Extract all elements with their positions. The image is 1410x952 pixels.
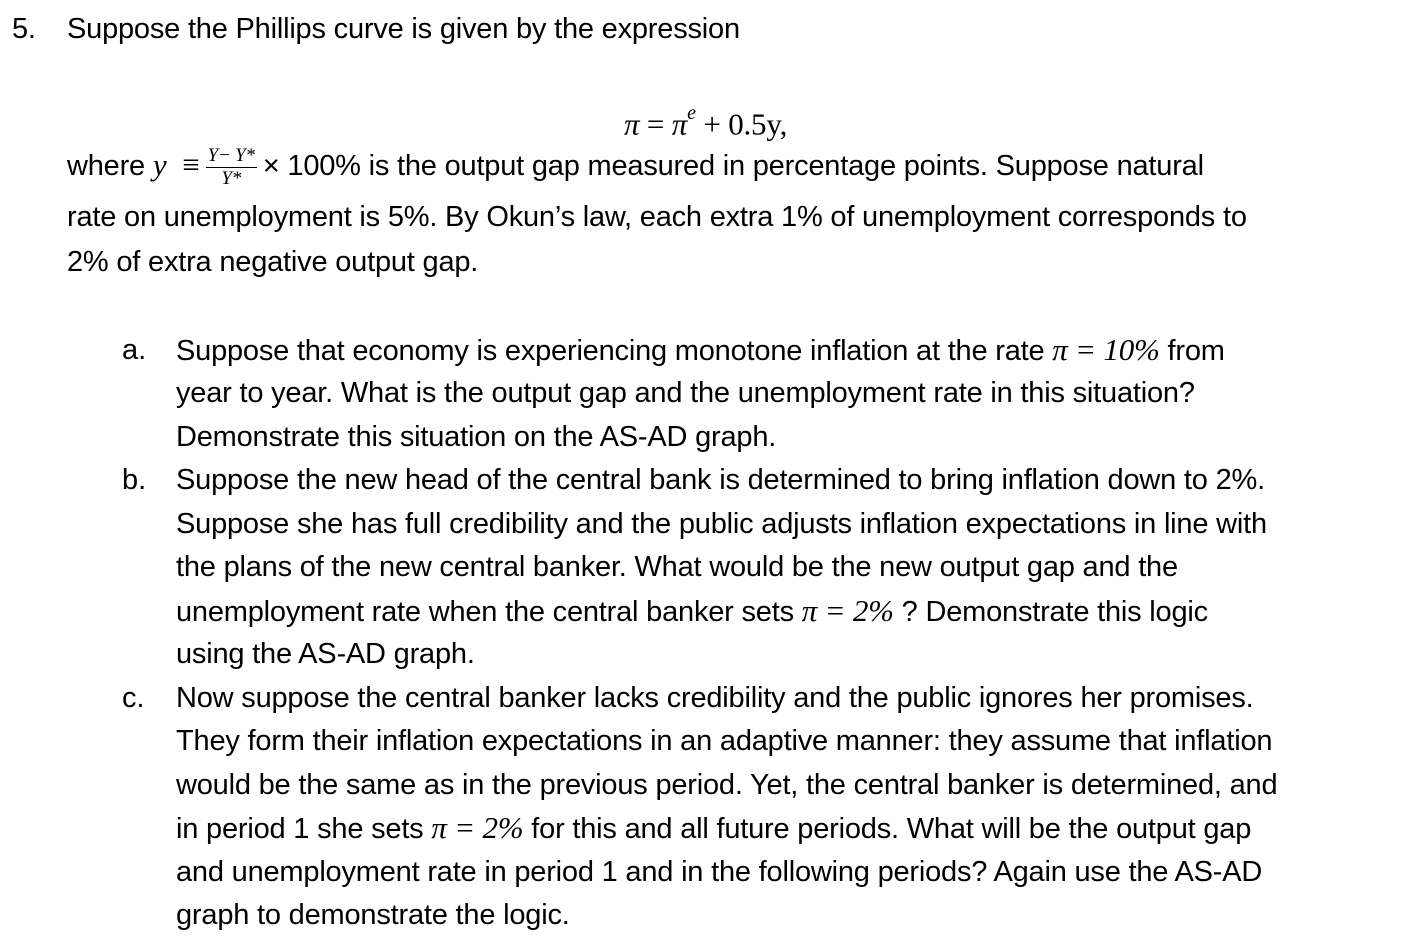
part-a-marker: a. (122, 334, 147, 366)
output-gap-fraction (206, 145, 257, 190)
part-b-math: π = 2% (801, 593, 894, 628)
question-number: 5. (12, 13, 36, 45)
part-c-line-4-end: for this and all future periods. What will be the output gap (523, 813, 1252, 845)
phillips-equation (624, 100, 787, 141)
part-b-line-5: using the AS-AD graph. (176, 638, 475, 670)
part-a-line-1-text: Suppose that economy is experiencing monotone inflation at the rate (176, 335, 1053, 367)
part-c-line-6: graph to demonstrate the logic. (176, 899, 570, 931)
part-b-line-3: the plans of the new central banker. What would be the new output gap and the (176, 551, 1178, 583)
part-a-line-1-end: from (1159, 335, 1225, 367)
definition-text: × 100% is the output gap measured in percentage points. Suppose natural (262, 150, 1204, 182)
part-b-line-2: Suppose she has full credibility and the public adjusts inflation expectations in line with (176, 508, 1267, 540)
fraction-numerator: Y− Y* (207, 144, 255, 166)
equation-pi: π (624, 106, 640, 142)
question-intro: Suppose the Phillips curve is given by the expression (67, 13, 740, 45)
question-line-2: rate on unemployment is 5%. By Okun’s law, each extra 1% of unemployment corresponds to (67, 201, 1247, 233)
part-a-line-2: year to year. What is the output gap and the unemployment rate in this situation? (176, 377, 1195, 409)
fraction-denominator: Y* (221, 167, 242, 189)
part-a-line-1 (176, 333, 1225, 368)
definition-equiv: ≡ (182, 147, 200, 182)
part-c-marker: c. (122, 682, 145, 714)
output-gap-definition (67, 140, 1204, 191)
question-line-3: 2% of extra negative output gap. (67, 246, 479, 278)
definition-where: where (67, 150, 145, 182)
equation-superscript: e (687, 102, 696, 124)
part-c-line-1: Now suppose the central banker lacks credibility and the public ignores her promises. (176, 682, 1254, 714)
part-c-line-4-text: in period 1 she sets (176, 813, 432, 845)
part-b-line-4 (176, 594, 1208, 629)
part-c-line-3: would be the same as in the previous period. Yet, the central banker is determined, and (176, 769, 1278, 801)
definition-y: y (152, 147, 167, 182)
equation-rest: + 0.5y, (703, 106, 788, 142)
part-c-line-5: and unemployment rate in period 1 and in the following periods? Again use the AS-AD (176, 856, 1263, 888)
part-c-math: π = 2% (431, 810, 524, 845)
part-b-line-1: Suppose the new head of the central bank is determined to bring inflation down to 2%. (176, 464, 1265, 496)
part-b-line-4-end: ? Demonstrate this logic (893, 596, 1208, 628)
part-a-math: π = 10% (1052, 332, 1160, 367)
part-b-line-4-text: unemployment rate when the central banker sets (176, 596, 802, 628)
part-a-line-3: Demonstrate this situation on the AS-AD graph. (176, 421, 777, 453)
part-c-line-4 (176, 811, 1251, 846)
part-b-marker: b. (122, 464, 147, 496)
part-c-line-2: They form their inflation expectations in an adaptive manner: they assume that inflation (176, 725, 1273, 757)
equation-pi-expected: π (671, 106, 688, 142)
equation-equals: = (646, 106, 665, 142)
